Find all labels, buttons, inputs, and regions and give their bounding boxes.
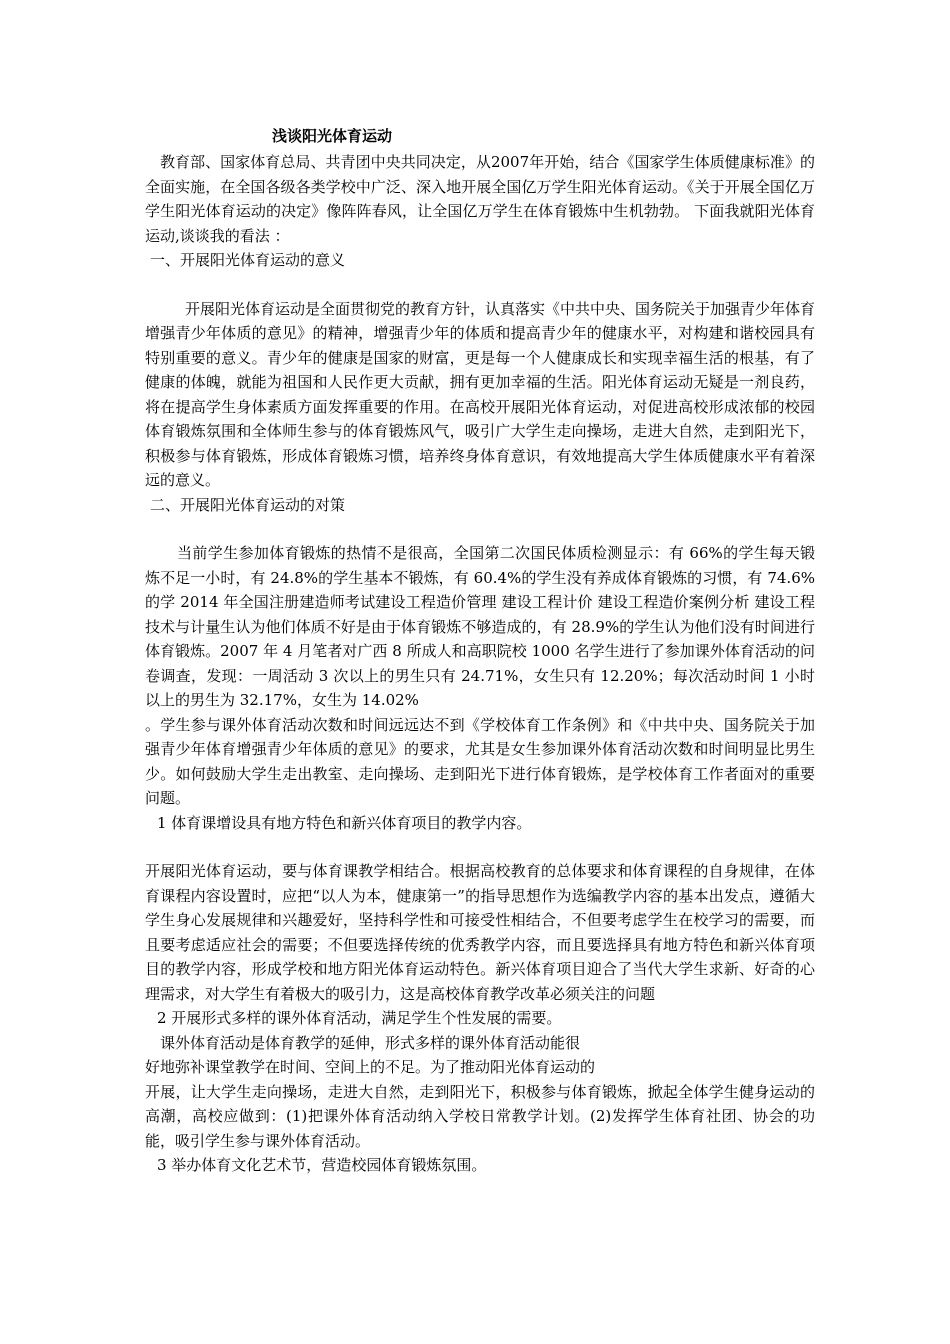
intro-paragraph: 教育部、国家体育总局、共青团中央共同决定，从2007年开始，结合《国家学生体质健康标准》的全面实施，在全国各级各类学校中广泛、深入地开展全国亿万学生阳光体育运动。《关于开展全国亿万学生阳光体育运动的决定》像阵阵春风，让全国亿万学生在体育锻炼中生机勃勃。 下面我就阳光体育运动,谈谈我的看法 ： [145,153,815,245]
section2-paragraph-2: 。学生参与课外体育活动次数和时间远远达不到《学校体育工作条例》和《中共中央、国务院关于加强青少年体育增强青少年体质的意见》的要求，尤其是女生参加课外体育活动次数和时间明显比男生少。如何鼓励大学生走出教室、走向操场、走到阳光下进行体育锻炼，是学校体育工作者面对的重要问题。 [145,715,815,807]
spacer [145,517,815,541]
item-heading-2: 2 开展形式多样的课外体育活动，满足学生个性发展的需要。 [157,1009,562,1027]
document-title: 浅谈阳光体育运动 [272,127,393,145]
spacer [145,273,815,297]
item1-paragraph: 开展阳光体育运动，要与体育课教学相结合。根据高校教育的总体要求和体育课程的自身规律，在体育课程内容设置时，应把“以人为本，健康第一”的指导思想作为选编教学内容的基本出发点，遵循大学生身心发展规律和兴趣爱好，坚持科学性和可接受性相结合，不但要考虑学生在校学习的需要，而且要考虑适应社会的需要；不但要选择传统的优秀教学内容，而且要选择具有地方特色和新兴体育项目的教学内容，形成学校和地方阳光体育运动特色。新兴体育项目迎合了当代大学生求新、好奇的心理需求，对大学生有着极大的吸引力，这是高校体育教学改革必须关注的问题 [145,862,815,1003]
item2-line-1: 课外体育活动是体育教学的延伸，形式多样的课外体育活动能很 [160,1033,581,1052]
document-body [145,150,815,1178]
spacer [145,835,815,859]
item-heading-3: 3 举办体育文化艺术节，营造校园体育锻炼氛围。 [157,1156,487,1174]
item-heading-1: 1 体育课增设具有地方特色和新兴体育项目的教学内容。 [157,813,532,832]
section-heading-1: 一、开展阳光体育运动的意义 [150,251,346,269]
section-heading-2: 二、开展阳光体育运动的对策 [150,495,346,514]
section1-paragraph: 开展阳光体育运动是全面贯彻党的教育方针，认真落实《中共中央、国务院关于加强青少年体育增强青少年体质的意见》的精神，增强青少年的体质和提高青少年的健康水平，对构建和谐校园具有特别重要的意义。青少年的健康是国家的财富，更是每一个人健康成长和实现幸福生活的根基，有了健康的体魄，就能为祖国和人民作更大贡献，拥有更加幸福的生活。阳光体育运动无疑是一剂良药，将在提高学生身体素质方面发挥重要的作用。在高校开展阳光体育运动，对促进高校形成浓郁的校园体育锻炼氛围和全体师生参与的体育锻炼风气，吸引广大学生走向操场，走进大自然，走到阳光下，积极参与体育锻炼，形成体育锻炼习惯，培养终身体育意识，有效地提高大学生体质健康水平有着深远的意义。 [145,299,816,489]
item2-paragraph: 开展，让大学生走向操场，走进大自然，走到阳光下，积极参与体育锻炼，掀起全体学生健身运动的高潮，高校应做到：(1)把课外体育活动纳入学校日常教学计划。(2)发挥学生体育社团、协会的功能，吸引学生参与课外体育活动。 [145,1082,815,1150]
item2-line-2: 好地弥补课堂教学在时间、空间上的不足。为了推动阳光体育运动的 [145,1058,596,1076]
section2-paragraph-1: 当前学生参加体育锻炼的热情不是很高，全国第二次国民体质检测显示：有 66%的学生每天锻炼不足一小时，有 24.8%的学生基本不锻炼，有 60.4%的学生没有养成体育锻炼的习惯，有 74.6%的学 2014 年全国注册建造师考试建设工程造价管理 建设工程计价 建设工程造价案例分析 建设工程技术与计量生认为他们体质不好是由于体育锻炼不够造成的，有 28.9%的学生认为他们没有时间进行体育锻炼。2007 年 4 月笔者对广西 8 所成人和高职院校 1000 名学生进行了参加课外体育活动的问卷调查，发现：一周活动 3 次以上的男生只有 24.71%，女生只有 12.20%；每次活动时间 1 小时以上的男生为 32.17%，女生为 14.02% [145,544,815,709]
